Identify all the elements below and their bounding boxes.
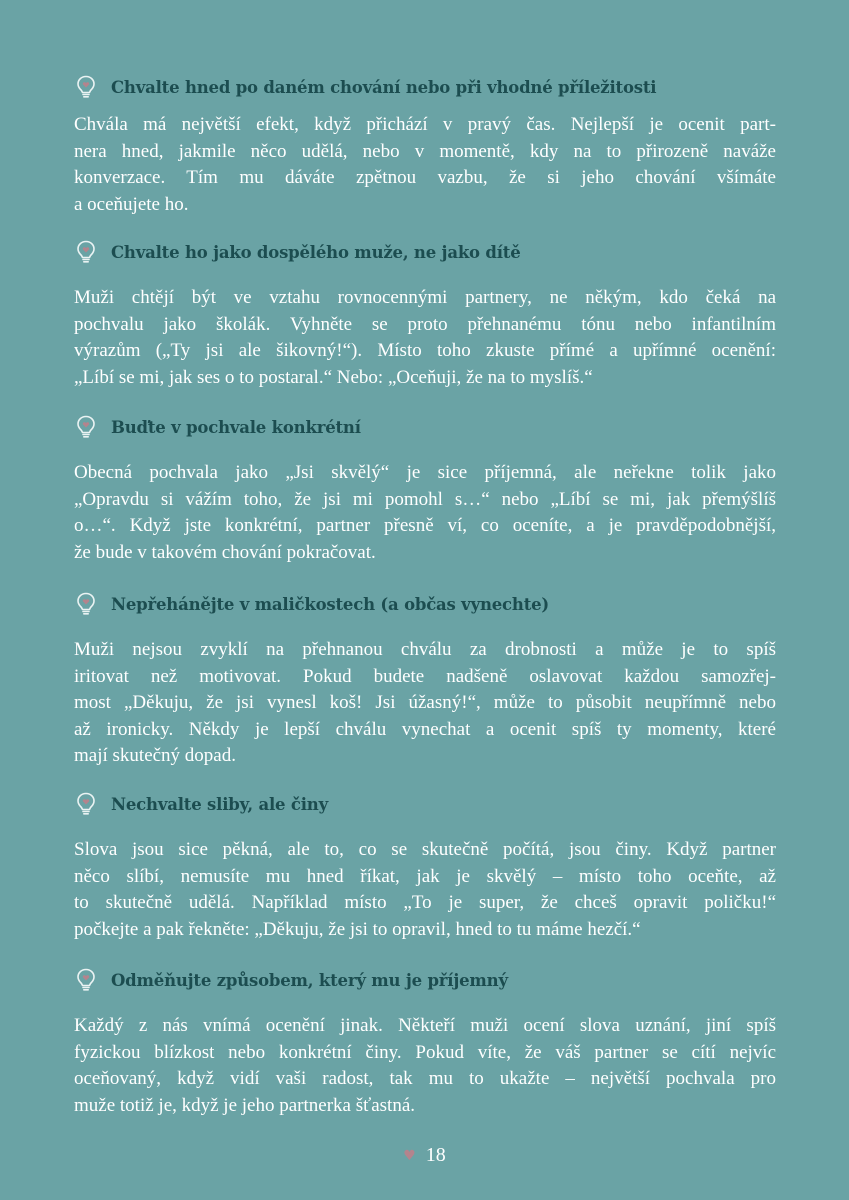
- paragraph-line: muže totiž je, když je jeho partnerka šťastná.: [74, 1094, 416, 1116]
- section-heading: [76, 72, 776, 102]
- paragraph-line: mají skutečný dopad.: [74, 745, 236, 766]
- paragraph-line: Muži nejsou zvyklí na přehnanou chválu za drobnosti a může je to spíš: [74, 639, 776, 660]
- lightbulb-heart-icon: [76, 592, 96, 616]
- paragraph-line: Muži chtějí být ve vztahu rovnocennými partnery, ne někým, kdo čeká na: [74, 287, 776, 308]
- paragraph-line: oceňovaný, když vidí vaši radost, tak mu to ukažte – největší pochvala pro: [74, 1068, 776, 1089]
- section-praise-as-adult: [74, 237, 776, 391]
- section-paragraph: [74, 1013, 776, 1119]
- section-title: Nepřehánějte v maličkostech (a občas vynechte): [111, 594, 550, 614]
- section-title: Buďte v pochvale konkrétní: [111, 417, 361, 437]
- heart-icon: ♥: [403, 1147, 416, 1164]
- paragraph-line: nera hned, jakmile něco udělá, nebo v momentě, kdy na to přirozeně naváže: [74, 140, 776, 162]
- section-heading: [76, 589, 776, 619]
- section-heading: [76, 965, 776, 995]
- page-number: 18: [425, 1144, 446, 1166]
- section-dont-overdo: [74, 589, 776, 770]
- section-paragraph: [74, 837, 776, 943]
- section-title: Odměňujte způsobem, který mu je příjemný: [111, 970, 508, 990]
- paragraph-line: výrazům („Ty jsi ale šikovný!“). Místo toho zkuste přímé a upřímné ocenění:: [74, 340, 776, 361]
- paragraph-line: „Líbí se mi, jak ses o to postaral.“ Nebo: „Oceňuji, že na to myslíš.“: [74, 366, 593, 388]
- section-praise-actions: [74, 789, 776, 943]
- paragraph-line: most „Děkuju, že jsi vynesl koš! Jsi úžasný!“, může to působit neupřímně nebo: [74, 692, 776, 713]
- section-heading: [76, 237, 776, 267]
- paragraph-line: Slova jsou sice pěkná, ale to, co se skutečně počítá, jsou činy. Když partner: [74, 839, 776, 860]
- paragraph-line: iritovat než motivovat. Pokud budete nadšeně oslavovat každou samozřej-: [74, 665, 776, 687]
- lightbulb-heart-icon: [76, 415, 96, 439]
- paragraph-line: o…“. Když jste konkrétní, partner přesně ví, co oceníte, a je pravděpodobnější,: [74, 515, 776, 536]
- section-title: Nechvalte sliby, ale činy: [111, 794, 328, 814]
- paragraph-line: konverzace. Tím mu dáváte zpětnou vazbu, že si jeho chování všímáte: [74, 167, 776, 188]
- paragraph-line: a oceňujete ho.: [74, 193, 189, 215]
- paragraph-line: že bude v takovém chování pokračovat.: [74, 541, 376, 563]
- page-footer: [0, 1144, 849, 1167]
- lightbulb-heart-icon: [76, 968, 96, 992]
- lightbulb-heart-icon: [76, 240, 96, 264]
- section-reward-pleasantly: [74, 965, 776, 1119]
- lightbulb-heart-icon: [76, 75, 96, 99]
- section-paragraph: [74, 112, 776, 218]
- paragraph-line: Obecná pochvala jako „Jsi skvělý“ je sice příjemná, ale neřekne tolik jako: [74, 462, 776, 483]
- paragraph-line: fyzickou blízkost nebo konkrétní činy. Pokud víte, že váš partner se cítí nejvíc: [74, 1041, 776, 1063]
- paragraph-line: počkejte a pak řekněte: „Děkuju, že jsi to opravil, hned to tu máme hezčí.“: [74, 918, 641, 940]
- paragraph-line: Chvála má největší efekt, když přichází v pravý čas. Nejlepší je ocenit part-: [74, 114, 776, 135]
- section-heading: [76, 789, 776, 819]
- section-paragraph: [74, 285, 776, 391]
- paragraph-line: „Opravdu si vážím toho, že jsi mi pomohl s…“ nebo „Líbí se mi, jak přemýšlíš: [74, 488, 776, 510]
- section-paragraph: [74, 637, 776, 770]
- paragraph-line: něco slíbí, nemusíte mu hned říkat, jak je skvělý – místo toho oceňte, až: [74, 865, 776, 887]
- section-paragraph: [74, 460, 776, 566]
- paragraph-line: až ironicky. Někdy je lepší chválu vynechat a ocenit spíš ty momenty, které: [74, 718, 776, 740]
- section-title: Chvalte hned po daném chování nebo při vhodné příležitosti: [111, 77, 657, 97]
- section-be-specific: [74, 412, 776, 566]
- section-praise-timing: [74, 72, 776, 218]
- paragraph-line: to skutečně udělá. Například místo „To je super, že chceš opravit poličku!“: [74, 892, 776, 913]
- paragraph-line: Každý z nás vnímá ocenění jinak. Někteří muži ocení slova uznání, jiní spíš: [74, 1015, 776, 1036]
- paragraph-line: pochvalu jako školák. Vyhněte se proto přehnanému tónu nebo infantilním: [74, 313, 776, 335]
- section-title: Chvalte ho jako dospělého muže, ne jako dítě: [111, 242, 521, 262]
- lightbulb-heart-icon: [76, 792, 96, 816]
- section-heading: [76, 412, 776, 442]
